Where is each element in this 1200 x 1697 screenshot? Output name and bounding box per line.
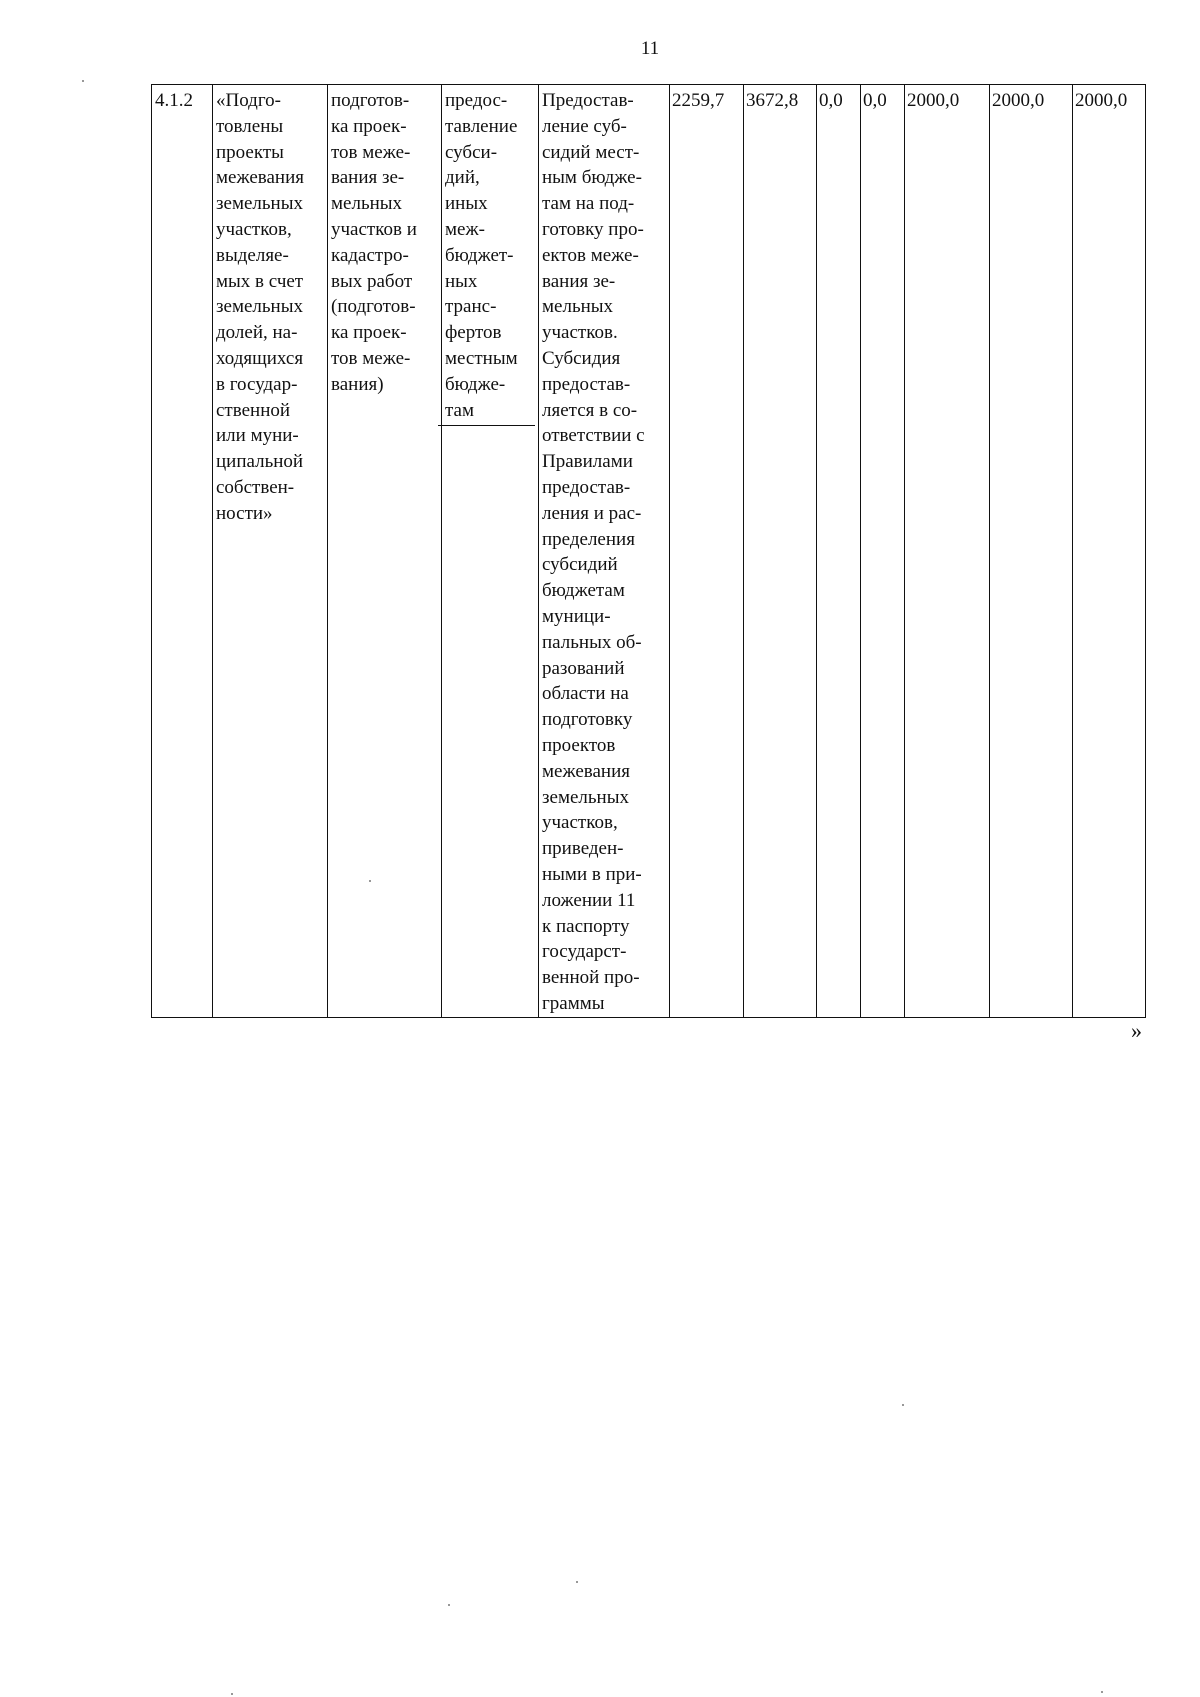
description-line: ектов меже- (542, 244, 639, 266)
description-line: ными в при- (542, 863, 642, 885)
description-line: субсидий (542, 554, 618, 576)
mechanism-line: ных (445, 270, 478, 292)
mechanism-line: бюдже- (445, 373, 506, 395)
description-line: пальных об- (542, 631, 642, 653)
mechanism-line: дий, (445, 167, 480, 189)
value-cell-6 (990, 85, 1073, 1018)
mechanism-cell (442, 85, 539, 1018)
mechanism-line: тавление (445, 115, 518, 137)
mechanism-cell-divider (438, 425, 535, 426)
description-line: приведен- (542, 838, 624, 860)
result-line: или муни- (216, 425, 299, 447)
description-line: вания зе- (542, 270, 616, 292)
mechanism-line: местным (445, 347, 518, 369)
mechanism-line: предос- (445, 90, 508, 111)
activity-line: тов меже- (331, 141, 411, 163)
result-line: участков, (216, 218, 292, 240)
program-activity-table (151, 84, 1146, 1018)
description-line: ляется в со- (542, 399, 638, 421)
description-line: предостав- (542, 373, 631, 395)
description-line: граммы (542, 992, 605, 1014)
description-line: государст- (542, 941, 627, 963)
activity-cell (328, 85, 442, 1018)
result-line: выделяе- (216, 244, 289, 266)
description-line: земельных (542, 786, 629, 808)
description-line: предостав- (542, 476, 631, 498)
value-cell-5 (905, 85, 990, 1018)
result-line: товлены (216, 115, 284, 137)
activity-line: мельных (331, 193, 403, 215)
description-line: участков, (542, 812, 618, 834)
result-line: в государ- (216, 373, 298, 395)
value-7: 2000,0 (1075, 90, 1128, 111)
value-1: 2259,7 (672, 90, 725, 111)
mechanism-line: транс- (445, 296, 497, 318)
activity-line: вых работ (331, 270, 413, 292)
result-line: проекты (216, 141, 284, 163)
result-line: ципальной (216, 451, 304, 473)
value-cell-1 (670, 85, 744, 1018)
result-line: «Подго- (216, 90, 281, 111)
activity-line: кадастро- (331, 244, 409, 266)
mechanism-line: субси- (445, 141, 498, 163)
description-line: ление суб- (542, 115, 627, 137)
scan-speck (576, 1581, 578, 1583)
value-cell-2 (744, 85, 817, 1018)
result-line: ходящихся (216, 347, 304, 369)
activity-line: ка проек- (331, 322, 407, 344)
description-line: пределения (542, 528, 635, 550)
description-line: ложении 11 (542, 889, 636, 911)
scan-speck (902, 1404, 904, 1406)
row-code: 4.1.2 (155, 90, 193, 111)
value-3: 0,0 (819, 90, 843, 111)
description-line: Субсидия (542, 347, 621, 369)
table-row (152, 85, 1146, 1018)
description-line: Предостав- (542, 90, 634, 111)
description-line: готовку про- (542, 218, 644, 240)
result-line: долей, на- (216, 322, 298, 344)
activity-line: ка проек- (331, 115, 407, 137)
description-line: ным бюдже- (542, 167, 642, 189)
description-line: муници- (542, 605, 611, 627)
activity-line: (подготов- (331, 296, 416, 318)
description-line: ответствии с (542, 425, 645, 447)
result-line: собствен- (216, 476, 295, 498)
activity-line: вания зе- (331, 167, 405, 189)
value-6: 2000,0 (992, 90, 1045, 111)
description-line: подготовку (542, 709, 633, 731)
row-code-cell (152, 85, 213, 1018)
result-line: земельных (216, 296, 303, 318)
result-cell (213, 85, 328, 1018)
value-2: 3672,8 (746, 90, 799, 111)
mechanism-line: фертов (445, 322, 502, 344)
description-line: там на под- (542, 193, 635, 215)
description-line: к паспорту (542, 915, 630, 937)
description-line: бюджетам (542, 580, 625, 602)
closing-quote: » (1131, 1018, 1142, 1043)
description-line: участков. (542, 322, 618, 344)
mechanism-line: меж- (445, 218, 485, 240)
scan-speck (448, 1604, 450, 1606)
activity-line: подготов- (331, 90, 410, 111)
scan-speck (231, 1693, 233, 1695)
result-line: мых в счет (216, 270, 304, 292)
scan-speck (1101, 1691, 1103, 1693)
description-line: проектов (542, 734, 616, 756)
description-cell (539, 85, 670, 1018)
description-line: венной про- (542, 967, 640, 989)
activity-line: тов меже- (331, 347, 411, 369)
mechanism-line: там (445, 399, 474, 421)
description-line: мельных (542, 296, 614, 318)
value-cell-3 (817, 85, 861, 1018)
page-number: 11 (640, 38, 660, 59)
description-line: области на (542, 683, 629, 705)
result-line: ственной (216, 399, 291, 421)
description-line: межевания (542, 760, 630, 782)
description-line: сидий мест- (542, 141, 640, 163)
description-line: ления и рас- (542, 502, 642, 524)
value-cell-4 (861, 85, 905, 1018)
mechanism-line: бюджет- (445, 244, 514, 266)
description-line: Правилами (542, 451, 633, 473)
scan-speck (82, 80, 84, 82)
activity-line: участков и (331, 218, 417, 240)
result-line: земельных (216, 193, 303, 215)
description-line: разований (542, 657, 625, 679)
result-line: ности» (216, 502, 273, 524)
value-cell-7 (1073, 85, 1146, 1018)
result-line: межевания (216, 167, 304, 189)
value-4: 0,0 (863, 90, 887, 111)
activity-line: вания) (331, 373, 384, 395)
scan-speck (369, 880, 371, 882)
value-5: 2000,0 (907, 90, 960, 111)
mechanism-line: иных (445, 193, 488, 215)
